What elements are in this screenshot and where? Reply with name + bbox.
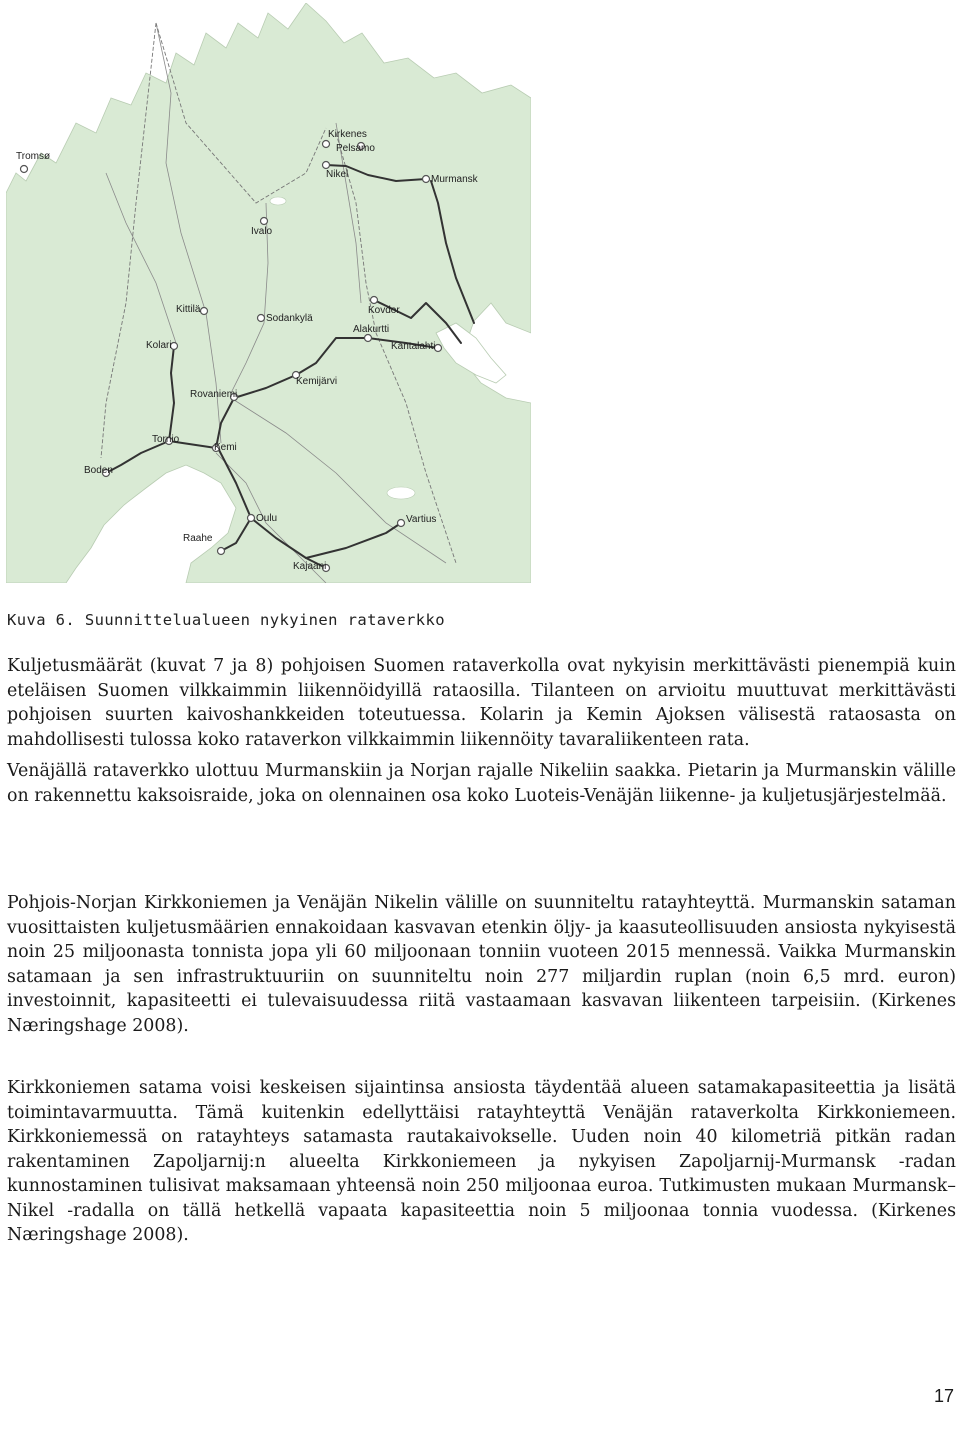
place-pelsamo — [336, 143, 375, 155]
svg-text:Boden: Boden — [84, 465, 113, 476]
place-tornio — [152, 434, 180, 445]
svg-text:Kovdor: Kovdor — [368, 305, 400, 316]
svg-text:Oulu: Oulu — [256, 513, 278, 524]
place-murmansk — [423, 174, 479, 185]
railway-map — [6, 3, 531, 583]
lake — [270, 197, 286, 205]
paragraph-3: Pohjois-Norjan Kirkkoniemen ja Venäjän Nikelin välille on suunniteltu ratayhteyttä. Murmanskin sataman vuosittaisten kuljetusmäärien ennakoidaan kasvavan etenkin öljy- ja kaasuteollisuuden ansiosta nykyisestä noin 25 miljoonasta tonnista jopa yli 60 miljoonaan tonniin vuoteen 2015 mennessä. Vaikka Murmanskin satamaan ja sen infrastruktuuriin on suunniteltu noin 277 miljardin ruplan (noin 6,5 mrd. euron) investoinnit, kapasiteetti ei tulevaisuudessa riitä vastaamaan kasvavan liikenteen tarpeisiin. (Kirkenes Næringshage 2008). — [7, 893, 956, 1036]
place-sodankyla — [258, 313, 314, 324]
svg-text:Kittilä: Kittilä — [176, 304, 201, 315]
svg-text:Tornio: Tornio — [152, 434, 180, 445]
svg-text:Kemijärvi: Kemijärvi — [296, 376, 338, 387]
svg-text:Vartius: Vartius — [406, 514, 437, 525]
place-rovaniemi — [190, 389, 238, 401]
svg-text:Murmansk: Murmansk — [431, 174, 478, 185]
svg-text:Kajaani: Kajaani — [293, 561, 327, 572]
svg-text:Pelsamo: Pelsamo — [336, 143, 375, 154]
svg-text:Kemi: Kemi — [214, 442, 237, 453]
paragraph-1: Kuljetusmäärät (kuvat 7 ja 8) pohjoisen Suomen rataverkolla ovat nykyisin merkittävästi pienempiä kuin eteläisen Suomen vilkkaimmin liikennöidyillä rataosilla. Tilanteen on arvioitu muuttuvat merkittävästi pohjoisen suurten kaivoshankkeiden toteutuessa. Kolarin ja Kemin Ajoksen välisestä rataosasta on mahdollisesti tulossa koko rataverkon vilkkaimmin liikennöity tavaraliikenteen rata. — [7, 656, 956, 750]
paragraph-4: Kirkkoniemen satama voisi keskeisen sijaintinsa ansiosta täydentää alueen satamakapasiteettia ja lisätä toimintavarmuutta. Tämä kuitenkin edellyttäisi ratayhteyttä Venäjän rataverkolta Kirkkoniemeen. Kirkkoniemessä on ratayhteys satamasta rautakaivokselle. Uuden noin 40 kilometriä pitkän radan rakentaminen Zapoljarnij:n alueelta Kirkkoniemeen ja nykyisen Zapoljarnij-Murmansk -radan kunnostaminen tulisivat maksamaan yhteensä noin 250 miljoonaa euroa. Tutkimusten mukaan Murmansk–Nikel -radalla on tällä hetkellä vapaata kapasiteettia noin 5 miljoonaa tonnia vuodessa. (Kirkenes Næringshage 2008). — [7, 1078, 956, 1245]
railway-map-svg — [6, 3, 531, 583]
place-boden — [84, 465, 113, 477]
svg-text:Kantalahti: Kantalahti — [391, 341, 436, 352]
place-kemi — [213, 442, 237, 453]
svg-text:Alakurtti: Alakurtti — [353, 324, 390, 335]
page-number: 17 — [933, 1386, 954, 1406]
svg-text:Kirkenes: Kirkenes — [328, 129, 367, 140]
svg-text:Ivalo: Ivalo — [251, 226, 273, 237]
svg-text:Nikel: Nikel — [326, 169, 349, 180]
paragraph-2: Venäjällä rataverkko ulottuu Murmanskiin ja Norjan rajalle Nikeliin saakka. Pietarin ja Murmanskin välille on rakennettu kaksoisraide, joka on olennainen osa koko Luoteis-Venäjän liikenne- ja kuljetusjärjestelmää. — [7, 761, 956, 806]
svg-text:Tromsø: Tromsø — [16, 151, 51, 162]
lake — [387, 487, 415, 499]
svg-text:Kolari: Kolari — [146, 340, 172, 351]
svg-text:Rovaniemi: Rovaniemi — [190, 389, 238, 400]
svg-text:Sodankylä: Sodankylä — [266, 313, 313, 324]
place-kajaani — [293, 561, 330, 572]
place-kantalahti — [391, 341, 442, 352]
figure-caption: Kuva 6. Suunnittelualueen nykyinen rataverkko — [7, 611, 445, 629]
svg-text:Raahe: Raahe — [183, 533, 213, 544]
